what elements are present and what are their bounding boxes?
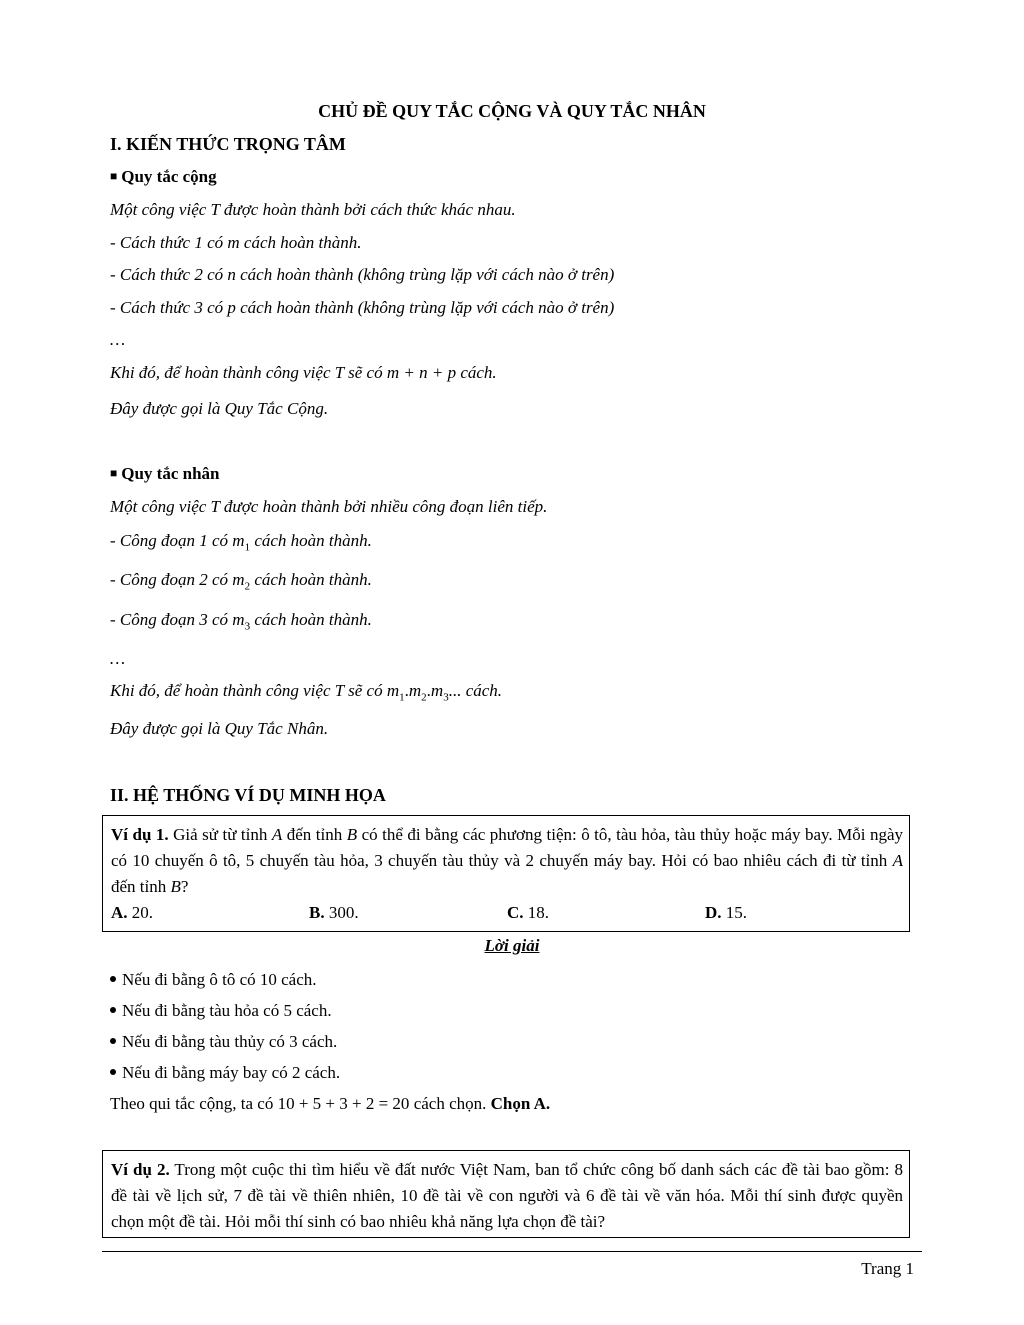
- add-rule-name: Đây được gọi là Quy Tắc Cộng.: [110, 399, 329, 418]
- question-text: Giả sử từ tỉnh: [173, 825, 268, 844]
- question-text: có thể đi bằng các phương tiện: ô tô, tàu hỏa, tàu thủy hoặc máy bay. Mỗi ngày có 10 chuyến ô tô, 5 chuyến tàu hỏa, 3 chuyến tàu thủy và 2 chuyến máy bay. Hỏi có bao nhiêu cách đi từ tỉnh: [111, 825, 904, 870]
- mul-rule-stage: [110, 531, 372, 553]
- add-rule-label: Quy tắc cộng: [121, 167, 217, 186]
- mul-rule-name: Đây được gọi là Quy Tắc Nhân.: [110, 719, 329, 738]
- formula: $m_1.m_2.m_3$...: [386, 681, 462, 704]
- example-1-question: [111, 822, 903, 900]
- conclusion-text: Khi đó, để hoàn thành công việc T sẽ có: [110, 681, 383, 700]
- formula: $m_1$: [232, 531, 251, 554]
- example-1-box: [102, 815, 910, 932]
- solution-line: Nếu đi bằng tàu hỏa có 5 cách.: [110, 1001, 332, 1021]
- bullet-dot-icon: [110, 976, 116, 982]
- solution-text: cách chọn.: [413, 1094, 487, 1113]
- solution-final: [110, 1094, 550, 1114]
- variable-a: A: [271, 825, 283, 844]
- page-title: CHỦ ĐỀ QUY TẮC CỘNG VÀ QUY TẮC NHÂN: [318, 101, 706, 121]
- add-rule-line: - Cách thức 3 có p cách hoàn thành (không trùng lặp với cách nào ở trên): [110, 298, 615, 317]
- option-c: C. 18.: [507, 903, 550, 922]
- mul-rule-intro: Một công việc T được hoàn thành bởi nhiều công đoạn liên tiếp.: [110, 497, 548, 516]
- variable-b: B: [170, 877, 181, 896]
- variable-a: A: [892, 851, 904, 870]
- solution-heading: Lời giải: [484, 936, 540, 955]
- bullet-dot-icon: [110, 1038, 116, 1044]
- question-text: đến tỉnh: [111, 877, 167, 896]
- question-text: ?: [180, 877, 189, 896]
- formula: m + n + p: [386, 363, 457, 382]
- answer-choice: Chọn A.: [490, 1094, 551, 1113]
- section2-heading: II. HỆ THỐNG VÍ DỤ MINH HỌA: [110, 785, 386, 805]
- bullet-dot-icon: [110, 1069, 116, 1075]
- section1-heading: I. KIẾN THỨC TRỌNG TÂM: [110, 134, 346, 154]
- example-2-question: [111, 1157, 903, 1235]
- option-b: B. 300.: [309, 903, 359, 922]
- add-rule-heading: [110, 167, 217, 187]
- stage-text: - Công đoạn 2 có: [110, 570, 229, 589]
- mul-rule-label: Quy tắc nhân: [121, 464, 220, 483]
- solution-text: Theo qui tắc cộng, ta có: [110, 1094, 274, 1113]
- formula: $m_2$: [232, 570, 251, 593]
- bullet-dot-icon: [110, 1007, 116, 1013]
- mul-rule-ellipsis: …: [110, 649, 126, 668]
- example-2-box: [102, 1150, 910, 1238]
- formula: 10 + 5 + 3 + 2 = 20: [277, 1094, 410, 1113]
- option-d: D. 15.: [705, 903, 748, 922]
- answer-options: [111, 900, 903, 926]
- add-rule-line: - Cách thức 1 có m cách hoàn thành.: [110, 233, 362, 252]
- mul-rule-conclusion: [110, 681, 502, 703]
- add-rule-conclusion: [110, 363, 497, 383]
- add-rule-ellipsis: …: [110, 330, 126, 349]
- solution-line: Nếu đi bằng ô tô có 10 cách.: [110, 970, 317, 990]
- stage-text: cách hoàn thành.: [254, 531, 372, 550]
- question-text: Trong một cuộc thi tìm hiểu về đất nước Việt Nam, ban tổ chức công bố danh sách các đề tài bao gồm: 8 đề tài về lịch sử, 7 đề tài về thiên nhiên, 10 đề tài về con người và 6 đề tài về văn hóa. Mỗi thí sinh được quyền chọn một đề tài. Hỏi mỗi thí sinh có bao nhiêu khả năng lựa chọn đề tài?: [111, 1160, 903, 1231]
- question-text: đến tỉnh: [286, 825, 343, 844]
- stage-text: cách hoàn thành.: [254, 610, 372, 629]
- add-rule-line: - Cách thức 2 có n cách hoàn thành (không trùng lặp với cách nào ở trên): [110, 265, 615, 284]
- conclusion-text: cách.: [460, 363, 497, 382]
- example-label: Ví dụ 1.: [111, 825, 169, 844]
- square-bullet-icon: ■: [110, 466, 118, 480]
- page-number: Trang 1: [861, 1259, 914, 1278]
- mul-rule-stage: [110, 610, 372, 632]
- solution-line: Nếu đi bằng máy bay có 2 cách.: [110, 1063, 340, 1083]
- footer-divider: [102, 1251, 922, 1252]
- formula: $m_3$: [232, 610, 251, 633]
- add-rule-line: Một công việc T được hoàn thành bởi cách thức khác nhau.: [110, 200, 516, 219]
- conclusion-text: cách.: [465, 681, 503, 700]
- option-a: A. 20.: [111, 903, 154, 922]
- stage-text: cách hoàn thành.: [254, 570, 372, 589]
- stage-text: - Công đoạn 3 có: [110, 610, 229, 629]
- solution-line: Nếu đi bằng tàu thủy có 3 cách.: [110, 1032, 337, 1052]
- example-label: Ví dụ 2.: [111, 1160, 170, 1179]
- conclusion-text: Khi đó, để hoàn thành công việc T sẽ có: [110, 363, 383, 382]
- square-bullet-icon: ■: [110, 169, 118, 183]
- stage-text: - Công đoạn 1 có: [110, 531, 229, 550]
- mul-rule-heading: [110, 464, 220, 484]
- mul-rule-stage: [110, 570, 372, 592]
- variable-b: B: [346, 825, 358, 844]
